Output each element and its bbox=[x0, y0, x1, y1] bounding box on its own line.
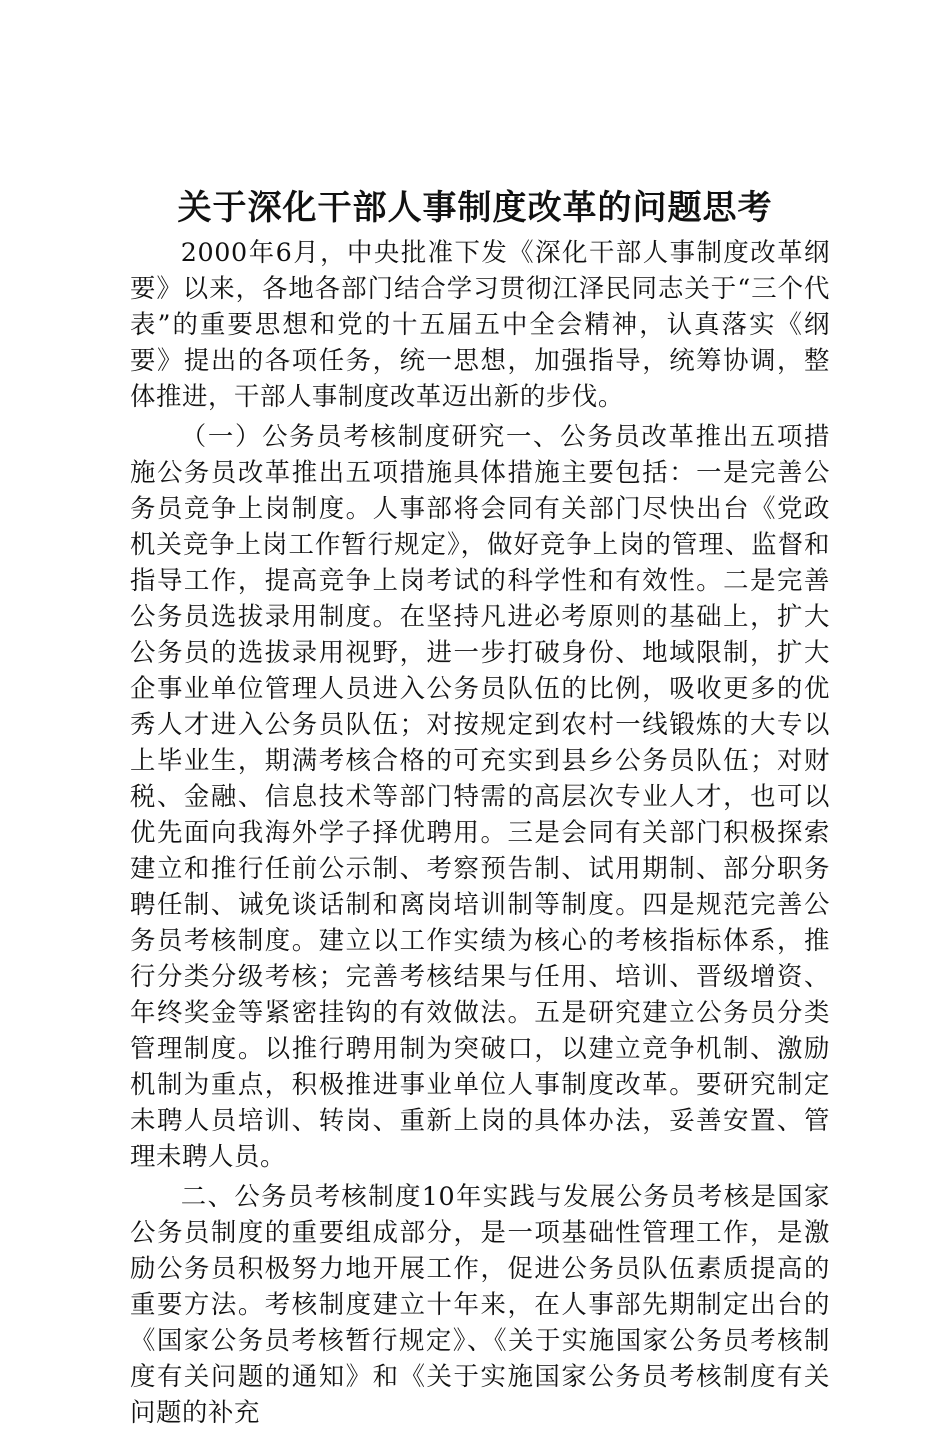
paragraph-section-two: 二、公务员考核制度10年实践与发展公务员考核是国家公务员制度的重要组成部分，是一项基础性管理工作，是激励公务员积极努力地开展工作，促进公务员队伍素质提高的重要方法。考核制度建立十年来，在人事部先期制定出台的《国家公务员考核暂行规定》、《关于实施国家公务员考核制度有关问题的通知》和《关于实施国家公务员考核制度有关问题的补充 bbox=[130, 1181, 830, 1427]
document-body bbox=[130, 234, 830, 1430]
paragraph-section-one: （一）公务员考核制度研究一、公务员改革推出五项措施公务员改革推出五项措施具体措施主要包括：一是完善公务员竞争上岗制度。人事部将会同有关部门尽快出台《党政机关竞争上岗工作暂行规定》，做好竞争上岗的管理、监督和指导工作，提高竞争上岗考试的科学性和有效性。二是完善公务员选拔录用制度。在坚持凡进必考原则的基础上，扩大公务员的选拔录用视野，进一步打破身份、地域限制，扩大企事业单位管理人员进入公务员队伍的比例，吸收更多的优秀人才进入公务员队伍；对按规定到农村一线锻炼的大专以上毕业生，期满考核合格的可充实到县乡公务员队伍；对财税、金融、信息技术等部门特需的高层次专业人才，也可以优先面向我海外学子择优聘用。三是会同有关部门积极探索建立和推行任前公示制、考察预告制、试用期制、部分职务聘任制、诫免谈话制和离岗培训制等制度。四是规范完善公务员考核制度。建立以工作实绩为核心的考核指标体系，推行分类分级考核；完善考核结果与任用、培训、晋级增资、年终奖金等紧密挂钩的有效做法。五是研究建立公务员分类管理制度。以推行聘用制为突破口，以建立竞争机制、激励机制为重点，积极推进事业单位人事制度改革。要研究制定未聘人员培训、转岗、重新上岗的具体办法，妥善安置、管理未聘人员。 bbox=[130, 421, 830, 1171]
paragraph-intro: 2000年6月，中央批准下发《深化干部人事制度改革纲要》以来，各地各部门结合学习贯彻江泽民同志关于“三个代表”的重要思想和党的十五届五中全会精神，认真落实《纲要》提出的各项任务，统一思想，加强指导，统筹协调，整体推进，干部人事制度改革迈出新的步伐。 bbox=[130, 237, 830, 411]
document-title: 关于深化干部人事制度改革的问题思考 bbox=[177, 188, 773, 228]
